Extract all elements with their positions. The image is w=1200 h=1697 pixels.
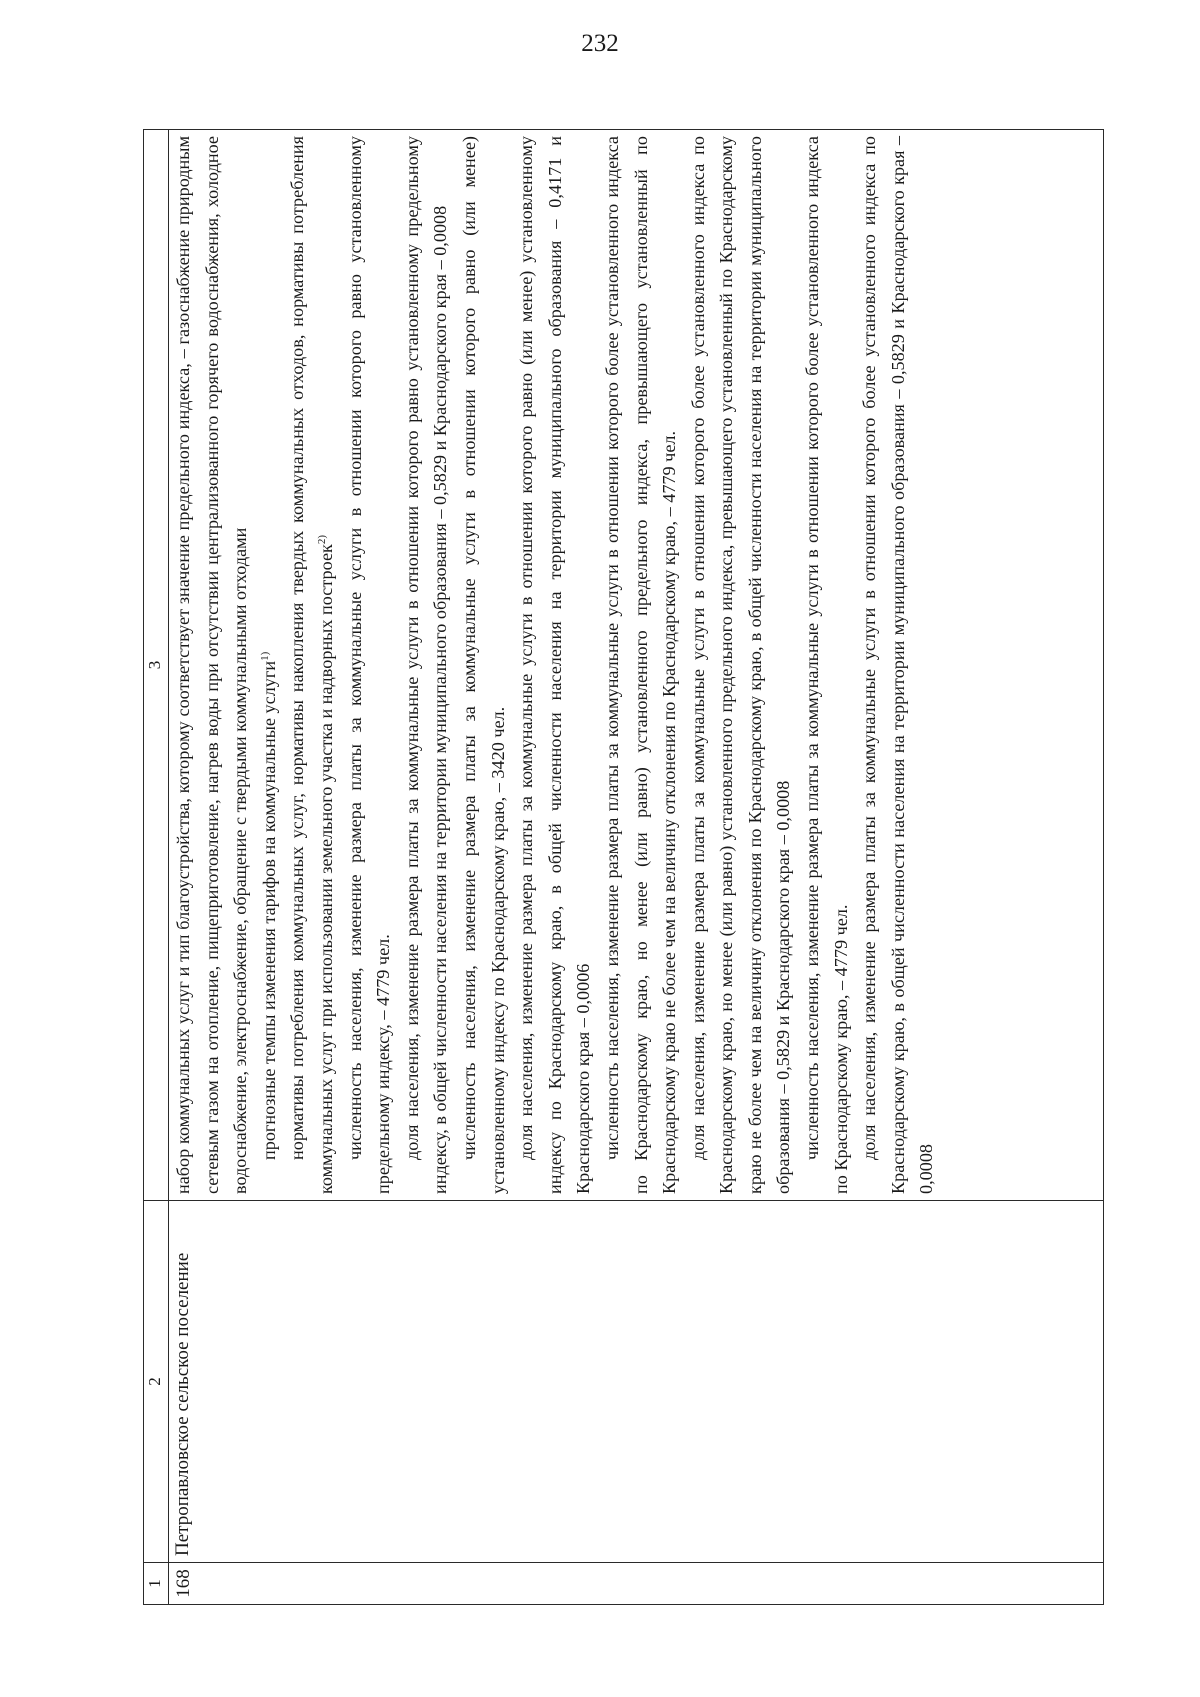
header-col-3: 3 bbox=[144, 130, 169, 1201]
paragraph-text: нормативы потребления коммунальных услуг, нормативы накопления твердых коммунальных отходов, нормативы потребления коммунальных услуг при использовании земельного участка и надворных построек bbox=[287, 136, 336, 1194]
paragraph-share-within-deviation: доля населения, изменение размера платы за коммунальные услуги в отношении которого более установленного индекса по Краснодарскому краю, но менее (или равно) установленного предельного индекса, превышающего установленный по Краснодарскому краю не более чем на величину отклонения по Краснодарскому краю, в общей численности населения на территории муниципального образования – 0,5829 и Краснодарского края – 0,0008 bbox=[687, 136, 794, 1194]
table-row bbox=[169, 130, 1104, 1605]
paragraph-population-above-regional: численность населения, изменение размера платы за коммунальные услуги в отношении которого более установленного индекса по Краснодарскому краю, – 4779 чел. bbox=[802, 136, 851, 1194]
paragraph-share-above-regional: доля населения, изменение размера платы за коммунальные услуги в отношении которого более установленного индекса по Краснодарскому краю, в общей численности населения на территории муниципального образования – 0,5829 и Краснодарского края – 0,0008 bbox=[859, 136, 937, 1194]
rotated-table-container bbox=[143, 130, 1103, 1605]
paragraph-tariff-rates bbox=[255, 136, 284, 1194]
paragraph-consumption-norms bbox=[283, 136, 340, 1194]
header-row bbox=[144, 130, 169, 1605]
paragraph-text: прогнозные темпы изменения тарифов на коммунальные услуги bbox=[258, 660, 279, 1160]
paragraph-population-equal-limit: численность населения, изменение размера платы за коммунальные услуги в отношении которого равно установленному предельному индексу, – 4779 чел. bbox=[344, 136, 394, 1194]
footnote-mark: 2) bbox=[315, 534, 328, 545]
paragraph-share-equal-limit: доля населения, изменение размера платы за коммунальные услуги в отношении которого равно установленному предельному индексу, в общей численности населения на территории муниципального образования – 0,5829 и Краснодарского края – 0,0008 bbox=[401, 136, 451, 1194]
footnote-mark: 1) bbox=[258, 651, 271, 661]
data-table bbox=[143, 129, 1104, 1605]
paragraph-population-below-regional: численность населения, изменение размера платы за коммунальные услуги в отношении которого равно (или менее) установленному индексу по Краснодарскому краю, – 3420 чел. bbox=[458, 136, 508, 1194]
paragraph-population-within-deviation: численность населения, изменение размера платы за коммунальные услуги в отношении которого более установленного индекса по Краснодарскому краю, но менее (или равно) установленного предельного индекса, превышающего установленный по Краснодарскому краю не более чем на величину отклонения по Краснодарскому краю, – 4779 чел. bbox=[601, 136, 680, 1194]
paragraph-share-below-regional: доля населения, изменение размера платы за коммунальные услуги в отношении которого равно (или менее) установленному индексу по Краснодарскому краю, в общей численности населения на территории муниципального образования – 0,4171 и Краснодарского края – 0,0006 bbox=[516, 136, 594, 1194]
row-content bbox=[169, 130, 1104, 1201]
page-number: 232 bbox=[581, 30, 619, 57]
paragraph-utilities-set: набор коммунальных услуг и тип благоустройства, которому соответствует значение предельного индекса, – газоснабжение природным сетевым газом на отопление, пищеприготовление, нагрев воды при отсутствии централизованного горячего водоснабжения, холодное водоснабжение, электроснабжение, обращение с твердыми коммунальными отходами bbox=[173, 136, 251, 1194]
header-col-1: 1 bbox=[144, 1563, 169, 1605]
row-number: 168 bbox=[169, 1563, 1104, 1605]
header-col-2: 2 bbox=[144, 1201, 169, 1563]
settlement-name: Петропавловское сельское поселение bbox=[169, 1201, 1104, 1563]
